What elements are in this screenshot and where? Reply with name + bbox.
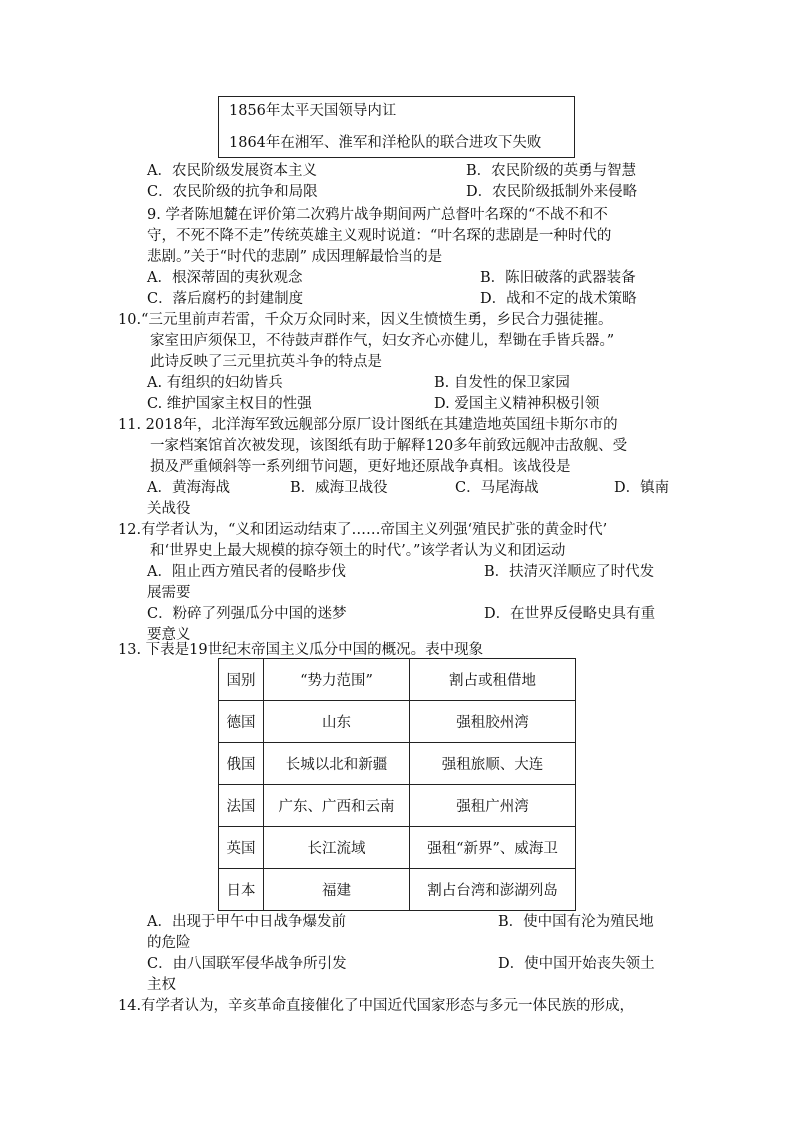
q8-option-c[interactable]: C．农民阶级的抗争和局限 [147,184,318,200]
table-cell: 福建 [264,869,410,911]
table-header-cell: “势力范围” [264,659,410,701]
q10-option-b[interactable]: B. 自发性的保卫家园 [434,375,570,391]
q13-option-c[interactable]: C．由八国联军侵华战争所引发 [147,956,347,972]
q10-option-a[interactable]: A. 有组织的妇幼皆兵 [147,375,283,391]
table-row [219,827,576,869]
q13-option-d-wrap: 主权 [147,977,176,993]
q10-option-c[interactable]: C. 维护国家主权目的性强 [147,396,312,412]
q8-option-b[interactable]: B．农民阶级的英勇与智慧 [466,163,637,179]
table-row [219,743,576,785]
q13-option-b-wrap: 的危险 [147,935,191,951]
q11-option-c[interactable]: C．马尾海战 [455,480,539,496]
q9-option-a[interactable]: A．根深蒂固的夷狄观念 [147,270,303,286]
table-cell: 割占台湾和澎湖列岛 [410,869,576,911]
q12-option-b[interactable]: B．扶清灭洋顺应了时代发 [484,564,655,580]
q12-option-a[interactable]: A．阻止西方殖民者的侵略步伐 [147,564,346,580]
q11-stem-line: 一家档案馆首次被发现，该图纸有助于解释120多年前致远舰冲击敌舰、受 [150,438,628,454]
q14-stem: 14.有学者认为，辛亥革命直接催化了中国近代国家形态与多元一体民族的形成， [118,998,635,1014]
q9-option-b[interactable]: B．陈旧破落的武器装备 [480,270,636,286]
q12-option-c[interactable]: C．粉碎了列强瓜分中国的迷梦 [147,606,347,622]
q13-stem: 13. 下表是19世纪末帝国主义瓜分中国的概况。表中现象 [118,642,484,658]
q11-option-a[interactable]: A．黄海海战 [147,480,230,496]
partition-table [218,658,576,911]
table-row [219,869,576,911]
q12-stem-line: 12.有学者认为，“义和团运动结束了……帝国主义列强‘殖民扩张的黄金时代’ [118,522,608,538]
q13-option-a[interactable]: A．出现于甲午中日战争爆发前 [147,914,346,930]
q10-stem-line: 家室田庐须保卫，不待鼓声群作气，妇女齐心亦健儿，犁锄在手皆兵器。” [150,333,615,349]
q11-option-b[interactable]: B．威海卫战役 [290,480,388,496]
box-line-2: 1864年在湘军、淮军和洋枪队的联合进攻下失败 [229,135,542,151]
q10-option-d[interactable]: D. 爱国主义精神积极引领 [434,396,600,412]
q11-option-d[interactable]: D．镇南 [614,480,670,496]
q10-stem-line: 10.“三元里前声若雷，千众万众同时来，因义生愤愤生勇，乡民合力强徒摧。 [118,312,613,328]
table-cell: 法国 [219,785,264,827]
q10-stem-line: 此诗反映了三元里抗英斗争的特点是 [150,354,382,370]
q9-stem-line: 悲剧。”关于“时代的悲剧” 成因理解最恰当的是 [147,249,443,265]
table-cell: 德国 [219,701,264,743]
q8-option-a[interactable]: A．农民阶级发展资本主义 [147,163,317,179]
q11-stem-line: 11. 2018年，北洋海军致远舰部分原厂设计图纸在其建造地英国纽卡斯尔市的 [118,417,618,433]
q12-option-d-wrap: 要意义 [147,627,191,643]
table-cell: 英国 [219,827,264,869]
q9-stem-line: 9. 学者陈旭麓在评价第二次鸦片战争期间两广总督叶名琛的“不战不和不 [147,207,608,223]
q13-option-d[interactable]: D．使中国开始丧失领土 [498,956,655,972]
table-cell: 长城以北和新疆 [264,743,410,785]
q9-option-d[interactable]: D．战和不定的战术策略 [480,291,637,307]
q8-option-d[interactable]: D．农民阶级抵制外来侵略 [466,184,638,200]
q11-stem-line: 损及严重倾斜等一系列细节问题，更好地还原战争真相。该战役是 [150,459,571,475]
table-row [219,701,576,743]
table-cell: 日本 [219,869,264,911]
quote-box [218,96,575,158]
q12-stem-line: 和‘世界史上最大规模的掠夺领土的时代’。”该学者认为义和团运动 [150,543,566,559]
table-header-cell: 割占或租借地 [410,659,576,701]
q13-option-b[interactable]: B．使中国有沦为殖民地 [498,914,654,930]
q9-stem-line: 守，不死不降不走”传统英雄主义观时说道：“叶名琛的悲剧是一种时代的 [147,228,612,244]
q12-option-b-wrap: 展需要 [147,585,191,601]
table-cell: 强租旅顺、大连 [410,743,576,785]
table-header-cell: 国别 [219,659,264,701]
table-cell: 长江流域 [264,827,410,869]
table-cell: 广东、广西和云南 [264,785,410,827]
table-cell: 强租胶州湾 [410,701,576,743]
box-line-1: 1856年太平天国领导内讧 [229,103,397,119]
table-cell: 俄国 [219,743,264,785]
table-cell: 强租广州湾 [410,785,576,827]
table-cell: 强租“新界”、威海卫 [410,827,576,869]
table-cell: 山东 [264,701,410,743]
table-row [219,785,576,827]
q12-option-d[interactable]: D．在世界反侵略史具有重 [484,606,656,622]
q11-option-d-wrap: 关战役 [147,501,191,517]
q9-option-c[interactable]: C．落后腐朽的封建制度 [147,291,304,307]
table-header-row [219,659,576,701]
